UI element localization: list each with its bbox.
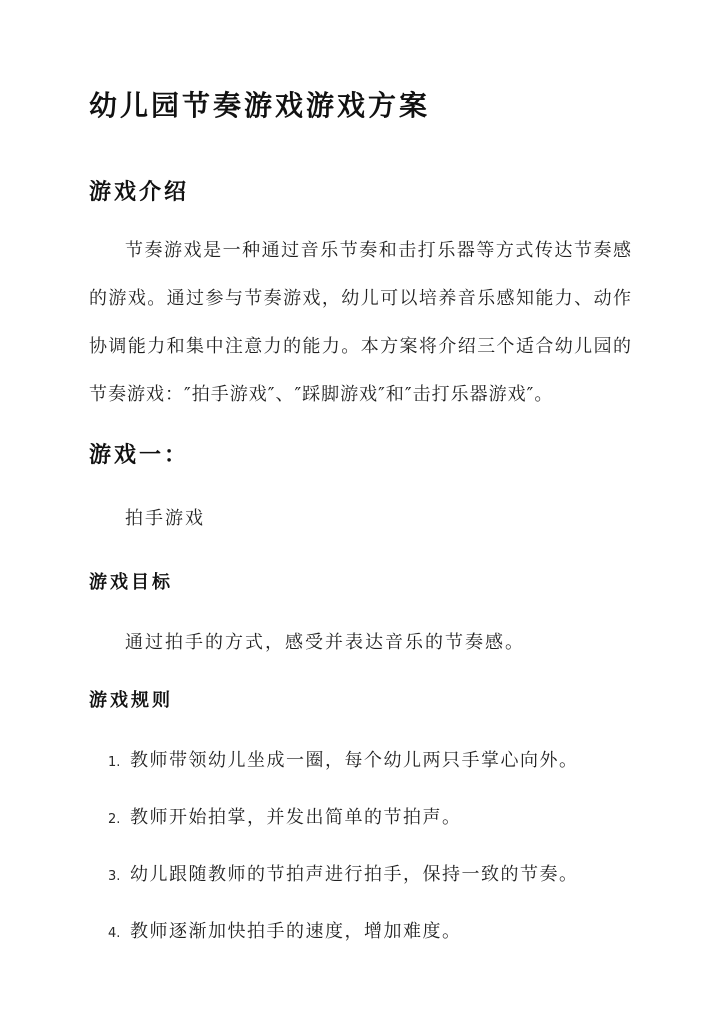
list-item [89, 749, 632, 775]
game1-goal-heading: 游戏目标 [89, 572, 173, 593]
list-item-number: 2. [108, 812, 121, 827]
list-item [89, 863, 632, 889]
rules-list [89, 749, 632, 946]
list-item-number: 3. [108, 869, 121, 884]
intro-paragraph: 节奏游戏是一种通过音乐节奏和击打乐器等方式传达节奏感的游戏。通过参与节奏游戏，幼儿可以培养音乐感知能力、动作协调能力和集中注意力的能力。本方案将介绍三个适合幼儿园的节奏游戏：″拍手游戏″、″踩脚游戏″和″击打乐器游戏″。 [89, 240, 632, 405]
list-item-text: 教师开始拍掌，并发出简单的节拍声。 [130, 807, 462, 828]
list-item-text: 幼儿跟随教师的节拍声进行拍手，保持一致的节奏。 [130, 864, 579, 885]
game1-heading: 游戏一： [89, 442, 190, 468]
list-item-number: 4. [108, 926, 121, 941]
list-item-text: 教师带领幼儿坐成一圈，每个幼儿两只手掌心向外。 [130, 750, 579, 771]
list-item-number: 1. [108, 755, 121, 770]
list-item [89, 806, 632, 832]
document-title: 幼儿园节奏游戏游戏方案 [89, 89, 431, 122]
list-item-text: 教师逐渐加快拍手的速度，增加难度。 [130, 921, 462, 942]
game1-rules-heading: 游戏规则 [89, 690, 173, 711]
game1-name: 拍手游戏 [125, 508, 205, 529]
list-item [89, 920, 632, 946]
game1-goal-text: 通过拍手的方式，感受并表达音乐的节奏感。 [125, 632, 525, 653]
intro-heading: 游戏介绍 [89, 179, 190, 205]
